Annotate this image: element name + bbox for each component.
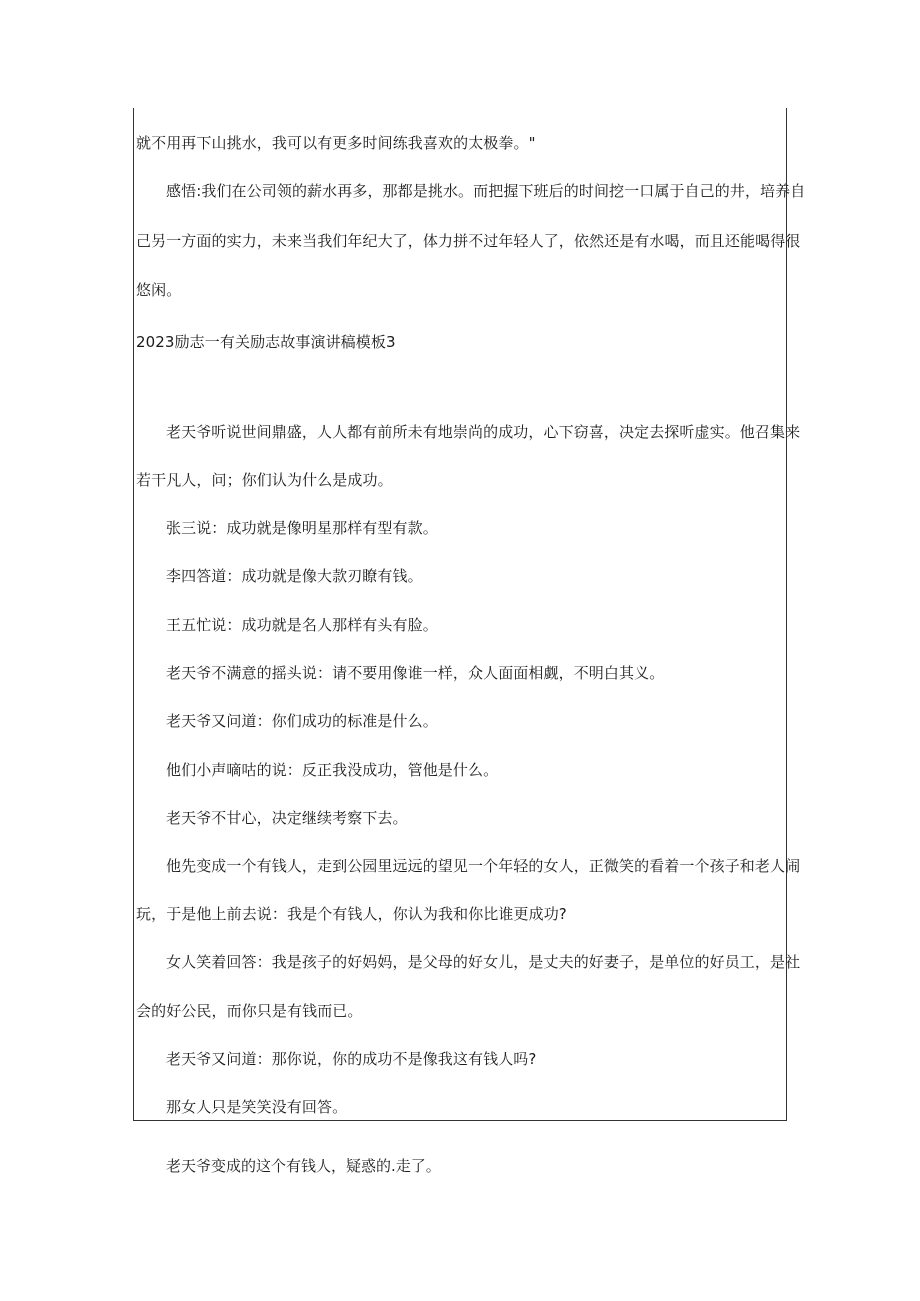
paragraph-line: 会的好公民，而你只是有钱而已。 (136, 1002, 363, 1020)
paragraph-line: 老天爷不满意的摇头说：请不要用像谁一样，众人面面相觑，不明白其义。 (166, 664, 665, 682)
paragraph-line-after-frame: 老天爷变成的这个有钱人，疑惑的.走了。 (166, 1157, 441, 1175)
paragraph-line: 李四答道：成功就是像大款刃瞭有钱。 (166, 567, 423, 585)
paragraph-line: 他先变成一个有钱人，走到公园里远远的望见一个年轻的女人，正微笑的看着一个孩子和老人闹 (166, 857, 801, 875)
paragraph-line: 老天爷又问道：那你说，你的成功不是像我这有钱人吗? (166, 1050, 537, 1068)
paragraph-line: 那女人只是笑笑没有回答。 (166, 1098, 348, 1116)
paragraph-line: 若干凡人，问；你们认为什么是成功。 (136, 471, 393, 489)
paragraph-line: 就不用再下山挑水，我可以有更多时间练我喜欢的太极拳。" (136, 134, 536, 152)
paragraph-line: 悠闲。 (136, 281, 182, 299)
paragraph-line: 老天爷听说世间鼎盛，人人都有前所未有地崇尚的成功，心下窃喜，决定去探听虚实。他召集来 (166, 423, 801, 441)
paragraph-line: 老天爷又问道：你们成功的标准是什么。 (166, 712, 438, 730)
paragraph-line: 己另一方面的实力，未来当我们年纪大了，体力拼不过年轻人了，依然还是有水喝，而且还能喝得很 (136, 232, 801, 250)
paragraph-line: 他们小声嘀咕的说：反正我没成功，管他是什么。 (166, 761, 499, 779)
paragraph-line: 玩，于是他上前去说：我是个有钱人，你认为我和你比谁更成功? (136, 905, 567, 923)
paragraph-line: 女人笑着回答：我是孩子的好妈妈，是父母的好女儿，是丈夫的好妻子，是单位的好员工，是社 (166, 953, 801, 971)
paragraph-line: 感悟:我们在公司领的薪水再多，那都是挑水。而把握下班后的时间挖一口属于自己的井，培养自 (166, 182, 806, 200)
section-heading: 2023励志一有关励志故事演讲稿模板3 (136, 333, 396, 351)
paragraph-line: 张三说：成功就是像明星那样有型有款。 (166, 519, 438, 537)
paragraph-line: 王五忙说：成功就是名人那样有头有脸。 (166, 616, 438, 634)
paragraph-line: 老天爷不甘心，决定继续考察下去。 (166, 809, 408, 827)
